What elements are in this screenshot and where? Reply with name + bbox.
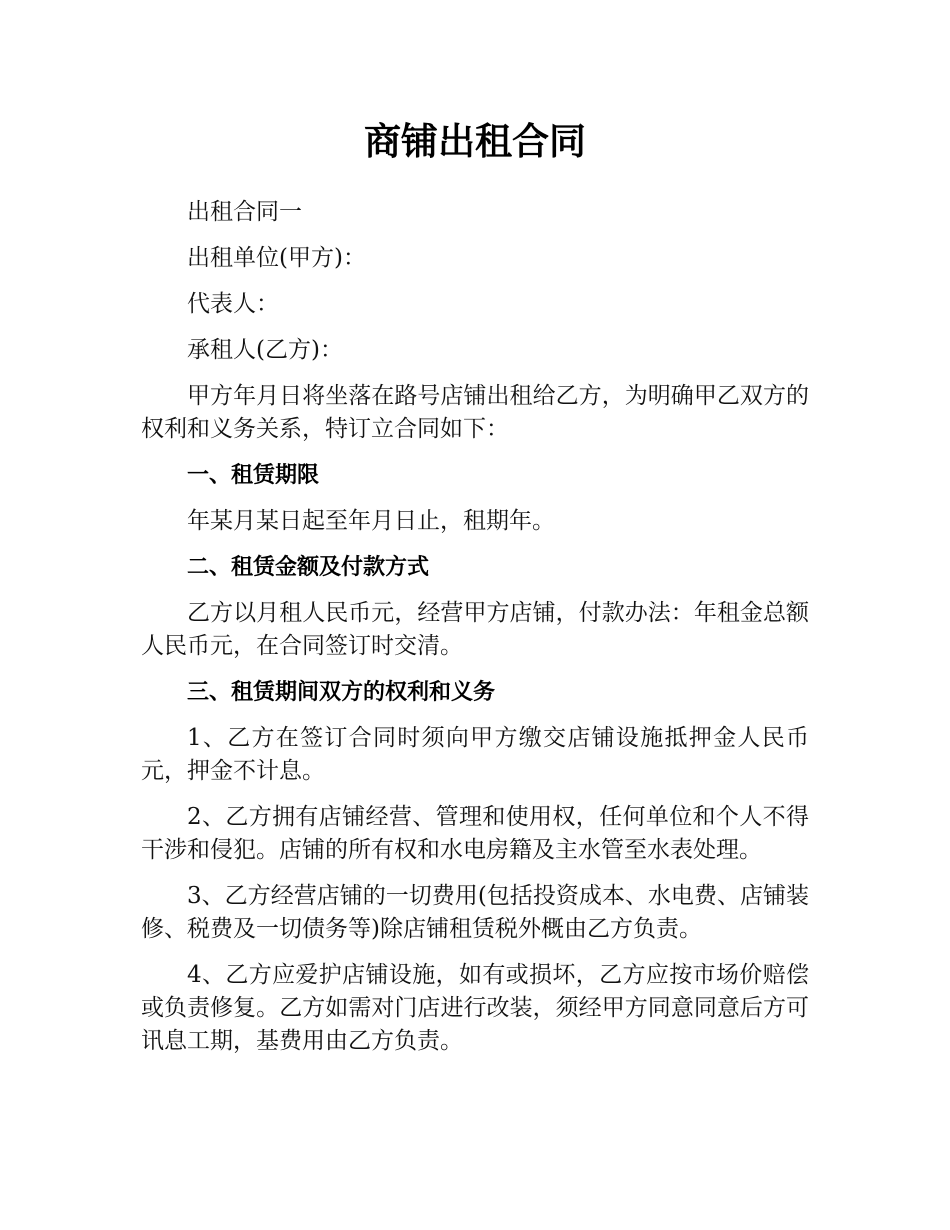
section-heading-rent-payment: 二、租赁金额及付款方式	[187, 555, 430, 580]
paragraph-rent-payment: 乙方以月租人民币元，经营甲方店铺，付款办法：年租金总额人民币元，在合同签订时交清。	[141, 600, 809, 659]
paragraph-clause-4: 4、乙方应爱护店铺设施，如有或损坏，乙方应按市场价赔偿或负责修复。乙方如需对门店进行改装，须经甲方同意同意后方可讯息工期，基费用由乙方负责。	[141, 962, 809, 1054]
paragraph-preamble: 甲方年月日将坐落在路号店铺出租给乙方，为明确甲乙双方的权利和义务关系，特订立合同如下：	[141, 383, 809, 442]
paragraph-clause-3: 3、乙方经营店铺的一切费用(包括投资成本、水电费、店铺装修、税费及一切债务等)除店铺租赁税外概由乙方负责。	[141, 883, 809, 942]
section-heading-rights-obligations: 三、租赁期间双方的权利和义务	[187, 680, 496, 705]
paragraph-representative: 代表人：	[187, 291, 279, 317]
document-title: 商铺出租合同	[364, 120, 586, 163]
paragraph-lessor: 出租单位(甲方)：	[187, 245, 366, 271]
section-heading-lease-term: 一、租赁期限	[187, 463, 320, 488]
paragraph-lessee: 承租人(乙方)：	[187, 337, 343, 363]
paragraph-contract-one: 出租合同一	[187, 199, 302, 225]
paragraph-clause-1: 1、乙方在签订合同时须向甲方缴交店铺设施抵押金人民币元，押金不计息。	[141, 725, 809, 784]
paragraph-clause-2: 2、乙方拥有店铺经营、管理和使用权，任何单位和个人不得干涉和侵犯。店铺的所有权和水电房籍及主水管至水表处理。	[141, 804, 809, 863]
paragraph-lease-term: 年某月某日起至年月日止，租期年。	[187, 508, 555, 534]
document-body	[141, 196, 809, 1071]
